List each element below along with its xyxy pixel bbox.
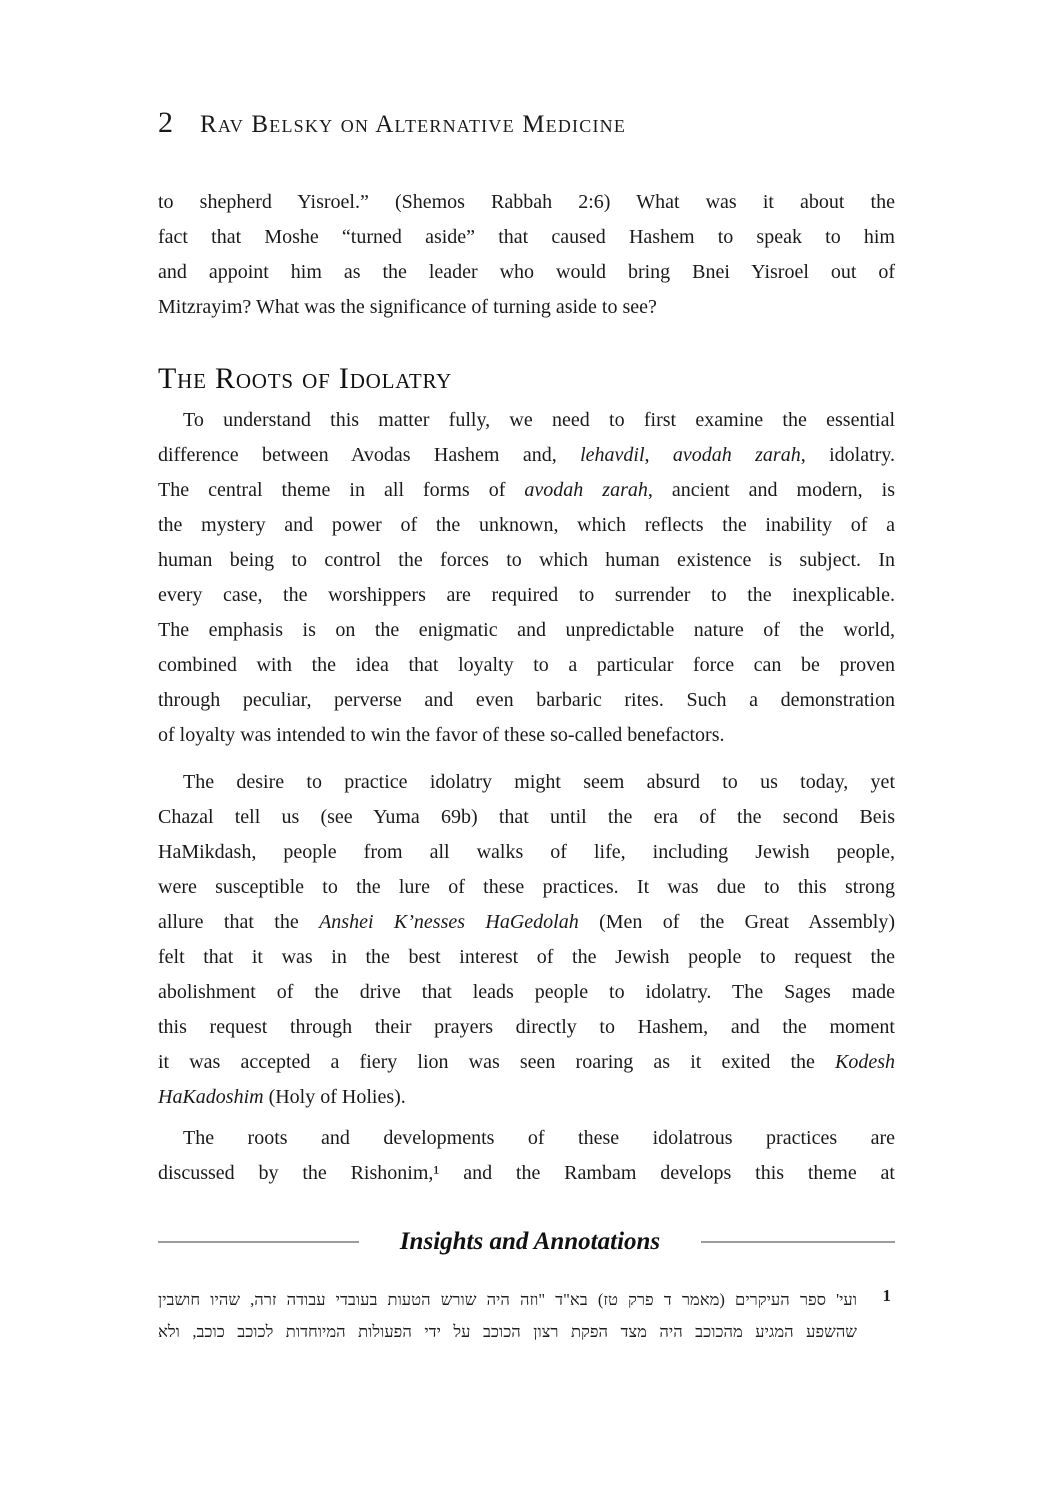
annotations-title: Insights and Annotations xyxy=(399,1228,661,1255)
text-line: through peculiar, perverse and even barbaric rites. Such a demonstration xyxy=(158,689,895,711)
text-line: HaMikdash, people from all walks of life, including Jewish people, xyxy=(158,841,895,863)
divider-rule-right xyxy=(701,1241,895,1243)
opening-paragraph xyxy=(158,185,895,325)
paragraph-understand xyxy=(158,403,895,753)
text-line: discussed by the Rishonim,¹ and the Rambam develops this theme at xyxy=(158,1162,895,1184)
divider-rule-left xyxy=(158,1241,359,1243)
text-line: The central theme in all forms of avodah zarah, ancient and modern, is xyxy=(158,479,895,501)
text-line: this request through their prayers directly to Hashem, and the moment xyxy=(158,1016,895,1038)
text-line: to shepherd Yisroel.” (Shemos Rabbah 2:6) What was it about the xyxy=(158,191,895,213)
text-line: the mystery and power of the unknown, which reflects the inability of a xyxy=(158,514,895,536)
annotations-divider xyxy=(158,1228,895,1256)
paragraph-roots xyxy=(158,1121,895,1191)
footnote-text xyxy=(158,1284,895,1348)
text-line: combined with the idea that loyalty to a particular force can be proven xyxy=(158,654,895,676)
text-line: The roots and developments of these idolatrous practices are xyxy=(183,1127,895,1149)
text-line: it was accepted a fiery lion was seen roaring as it exited the Kodesh xyxy=(158,1051,895,1073)
text-line: fact that Moshe “turned aside” that caused Hashem to speak to him xyxy=(158,226,895,248)
page-number: 2 xyxy=(158,106,173,139)
footnote-marker: 1 xyxy=(882,1286,891,1305)
text-line: ועי' ספר העיקרים (מאמר ד פרק טז) בא"ד "וזה היה שורש הטעות בעובדי עבודה זרה, שהיו חושבין xyxy=(158,1290,857,1309)
text-line: The desire to practice idolatry might seem absurd to us today, yet xyxy=(183,771,895,793)
text-line: allure that the Anshei K’nesses HaGedolah (Men of the Great Assembly) xyxy=(158,911,896,933)
running-title: Rav Belsky on Alternative Medicine xyxy=(200,111,627,138)
text-line: HaKadoshim (Holy of Holies). xyxy=(158,1086,406,1108)
paragraph-desire xyxy=(158,765,895,1115)
text-line: To understand this matter fully, we need to first examine the essential xyxy=(183,409,895,431)
text-line: felt that it was in the best interest of the Jewish people to request the xyxy=(158,946,895,968)
text-line: and appoint him as the leader who would bring Bnei Yisroel out of xyxy=(158,261,895,283)
text-line: difference between Avodas Hashem and, lehavdil, avodah zarah, idolatry. xyxy=(158,444,895,466)
section-heading: The Roots of Idolatry xyxy=(158,362,453,395)
text-line: every case, the worshippers are required to surrender to the inexplicable. xyxy=(158,584,895,606)
text-line: abolishment of the drive that leads people to idolatry. The Sages made xyxy=(158,981,895,1003)
text-line: Mitzrayim? What was the significance of turning aside to see? xyxy=(158,296,657,318)
text-line: Chazal tell us (see Yuma 69b) that until the era of the second Beis xyxy=(158,806,895,828)
text-line: of loyalty was intended to win the favor of these so-called benefactors. xyxy=(158,724,725,746)
text-line: human being to control the forces to which human existence is subject. In xyxy=(158,549,895,571)
footnote-1 xyxy=(158,1284,895,1348)
running-header xyxy=(158,106,895,140)
text-line: were susceptible to the lure of these practices. It was due to this strong xyxy=(158,876,895,898)
text-line: The emphasis is on the enigmatic and unpredictable nature of the world, xyxy=(158,619,895,641)
text-line: שהשפע המגיע מהכוכב היה מצד הפקת רצון הכוכב על ידי הפעולות המיוחדות לכוכב כוכב, ולא xyxy=(158,1322,857,1341)
